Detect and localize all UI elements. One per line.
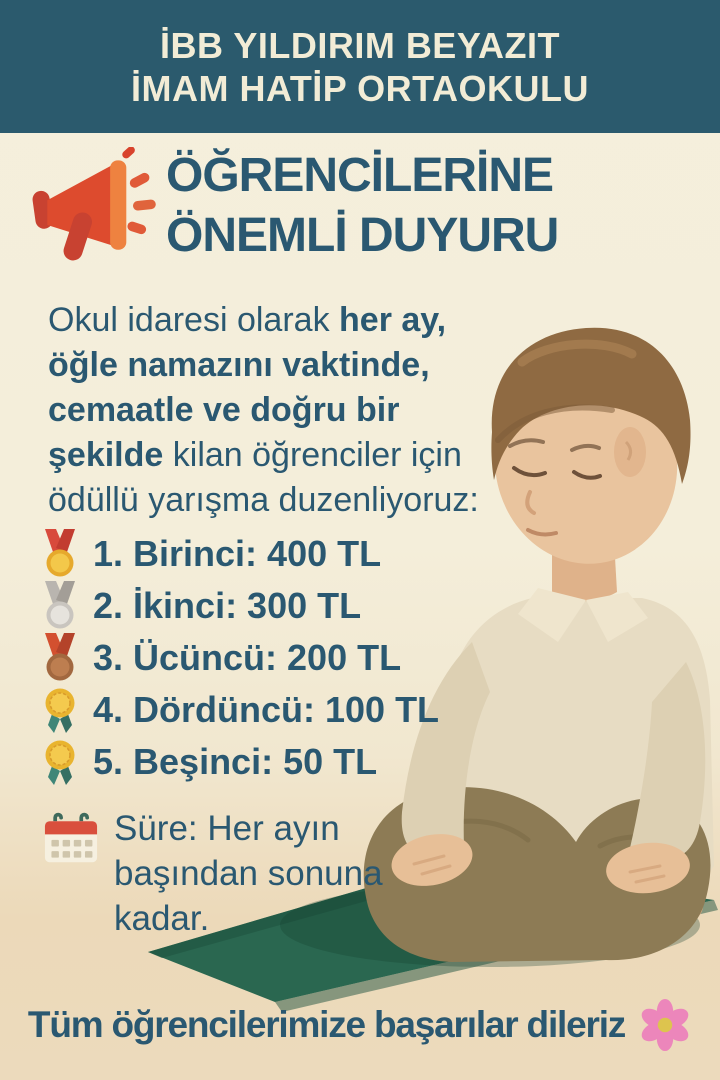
megaphone-icon [30, 147, 156, 265]
footer [0, 998, 720, 1052]
bronze-medal-icon [40, 633, 80, 683]
title-line-1: ÖĞRENCİLERİNE [166, 149, 554, 202]
footer-text: Tüm öğrencilerimize başarılar dileriz [27, 1004, 626, 1045]
prize-label: 3. Ücüncü: 200 TL [93, 637, 402, 678]
flower-icon [638, 998, 692, 1052]
gold-medal-icon [40, 529, 80, 579]
body-line: Okul idaresi olarak her ay, [48, 301, 447, 339]
header-line-2: İMAM HATİP ORTAOKULU [131, 67, 589, 109]
prize-label: 1. Birinci: 400 TL [93, 533, 382, 574]
body-line: ödüllü yarışma duzenliyoruz: [48, 481, 479, 519]
duration-line: Süre: Her ayın [114, 809, 340, 848]
duration-line: başından sonuna [114, 854, 383, 893]
duration-section [42, 806, 383, 941]
silver-medal-icon [40, 581, 80, 631]
announcement-title [30, 146, 558, 266]
header-band [0, 0, 720, 133]
prize-label: 4. Dördüncü: 100 TL [93, 689, 440, 730]
header-line-1: İBB YILDIRIM BEYAZIT [159, 24, 561, 66]
gold-rosette-icon [40, 737, 80, 787]
page-title [166, 146, 558, 266]
body-line: şekilde kilan öğrenciler için [48, 436, 462, 474]
prize-label: 5. Beşinci: 50 TL [93, 741, 378, 782]
gold-rosette-icon [40, 685, 80, 735]
calendar-icon [42, 812, 100, 866]
body-line: cemaatle ve doğru bir [48, 391, 400, 429]
duration-text [114, 806, 383, 941]
prize-item [40, 684, 439, 736]
prize-list [40, 528, 439, 788]
body-paragraph [48, 298, 508, 523]
title-line-2: ÖNEMLİ DUYURU [166, 209, 559, 262]
prize-item [40, 632, 439, 684]
prize-item [40, 528, 439, 580]
prize-label: 2. İkinci: 300 TL [93, 585, 362, 626]
duration-line: kadar. [114, 899, 210, 938]
body-line: öğle namazını vaktinde, [48, 346, 430, 384]
prize-item [40, 580, 439, 632]
prize-item [40, 736, 439, 788]
